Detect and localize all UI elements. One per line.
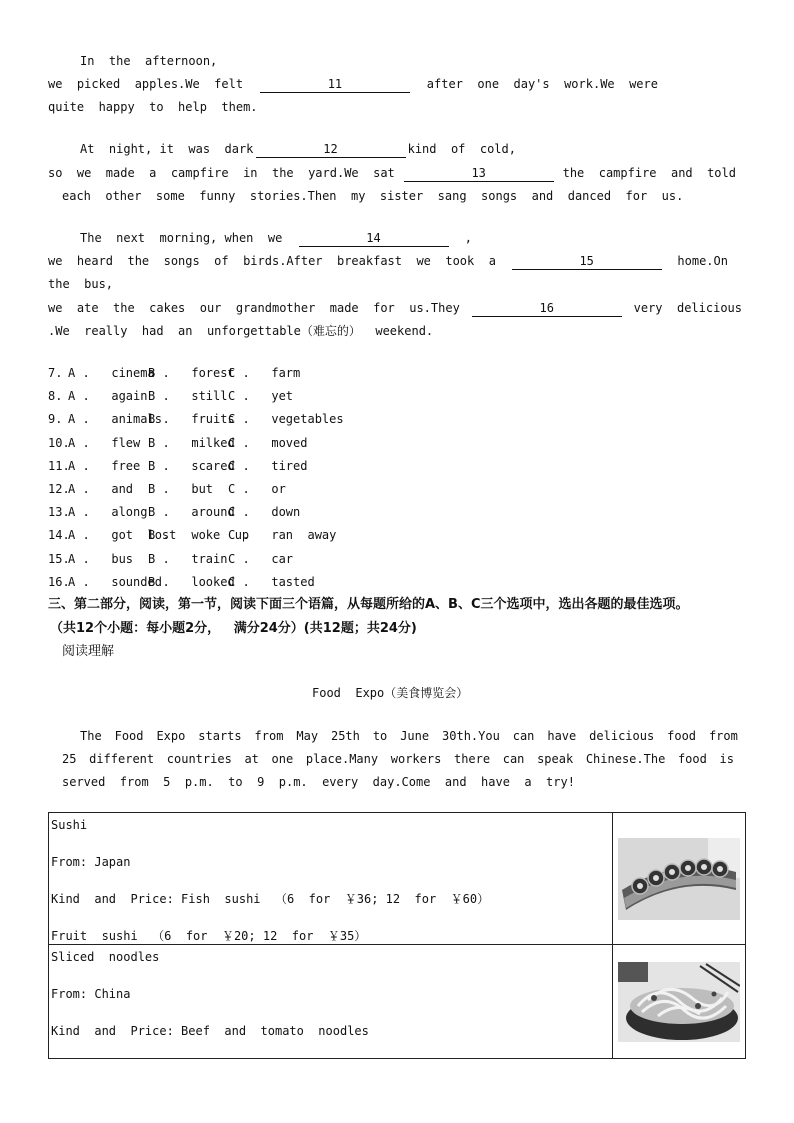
passage-text: .We really had an unforgettable [48, 324, 301, 338]
option-number: 10. [48, 435, 70, 450]
option-choice: B . still [148, 389, 228, 404]
food-info-cell [49, 813, 613, 945]
passage-text: we picked apples.We felt [48, 77, 244, 91]
blank-15: 15 [512, 253, 662, 270]
option-choice: B . woke up [148, 528, 250, 543]
food-price: Kind and Price: Beef and tomato noodles [51, 1024, 369, 1038]
option-choice: A . bus [68, 551, 134, 566]
option-choice: C . vegetables [228, 412, 344, 427]
chinese-gloss: （难忘的） [300, 324, 361, 338]
passage-text: we heard the songs of birds.After breakfast we took a [48, 254, 496, 268]
passage-line [48, 300, 742, 317]
option-choice: C . moved [228, 435, 308, 450]
option-number: 8. [48, 389, 63, 404]
food-table [48, 812, 746, 1059]
option-choice: A . again [68, 389, 148, 404]
passage-text: so we made a campfire in the yard.We sat [48, 166, 395, 180]
expo-word: workers [390, 752, 442, 766]
option-choice: B . train [148, 551, 228, 566]
option-choice: B . forest [148, 366, 235, 380]
expo-word: Food [114, 729, 144, 743]
passage-line [80, 141, 516, 158]
passage-line [48, 323, 433, 339]
blank-16: 16 [472, 300, 622, 317]
option-choice: C . tasted [228, 574, 315, 589]
option-choice: A . animals [68, 412, 162, 427]
blank-12: 12 [256, 141, 406, 158]
food-price: Fruit sushi （6 for ￥20; 12 for ￥35） [51, 929, 367, 943]
expo-word: from [708, 729, 738, 743]
food-info-cell [49, 945, 613, 1059]
passage-line [48, 76, 658, 93]
option-number: 9. [48, 412, 63, 427]
option-number: 15. [48, 551, 70, 566]
expo-word: food [677, 752, 707, 766]
passage-text: home.On [677, 254, 728, 268]
expo-word: May [296, 729, 319, 743]
section-subheading: 阅读理解 [62, 644, 115, 659]
expo-word: The [80, 729, 102, 743]
expo-word: one [271, 752, 294, 766]
passage-line [48, 165, 736, 182]
option-number: 14. [48, 528, 70, 543]
expo-word: there [453, 752, 491, 766]
sushi-photo-icon [613, 813, 746, 945]
expo-word: place.Many [305, 752, 379, 766]
option-choice: B . but [148, 482, 214, 496]
passage-line: each other some funny stories.Then my sister sang songs and danced for us. [62, 189, 684, 203]
expo-word: have [547, 729, 577, 743]
food-origin: From: Japan [51, 855, 131, 869]
expo-word: to [372, 729, 388, 743]
expo-word: at [244, 752, 259, 766]
blank-14: 14 [299, 230, 449, 247]
passage-text: the campfire and told [562, 166, 736, 180]
expo-word: different [89, 752, 155, 766]
option-choice: B . looked [148, 574, 235, 589]
expo-word: June [400, 729, 430, 743]
section-points: （共12个小题：每小题2分， 满分24分）(共12题；共24分) [50, 621, 417, 636]
expo-word: Expo [156, 729, 186, 743]
option-choice: C . car [228, 551, 294, 566]
passage-text: we ate the cakes our grandmother made for us.They [48, 301, 460, 315]
option-number: 11. [48, 458, 70, 473]
expo-word: is [719, 752, 734, 766]
option-number: 7. [48, 366, 63, 380]
food-name: Sliced noodles [51, 950, 160, 964]
passage-line [80, 230, 472, 247]
option-choice: A . along [68, 505, 148, 520]
option-choice: C . ran away [228, 528, 337, 543]
expo-word: can [502, 752, 525, 766]
passage-line: In the afternoon, [80, 54, 218, 68]
expo-word: countries [166, 752, 232, 766]
expo-title-cn: （美食博览会） [384, 686, 469, 700]
section-heading: 三、第二部分，阅读，第一节，阅读下面三个语篇，从每题所给的A、B、C三个选项中，选出各题的最佳选项。 [48, 597, 689, 612]
table-row [49, 813, 746, 945]
expo-line: served from 5 p.m. to 9 p.m. every day.Come and have a try! [62, 775, 575, 789]
expo-line [80, 728, 738, 744]
option-number: 13. [48, 505, 70, 520]
expo-word: Chinese.The [585, 752, 666, 766]
option-choice: C . tired [228, 458, 308, 473]
expo-word: 25 [62, 752, 77, 766]
expo-line [62, 751, 734, 767]
expo-word: starts [198, 729, 242, 743]
passage-text: after one day's work.We were [426, 77, 658, 91]
option-choice: A . got lost [68, 528, 177, 543]
option-choice: C . or [228, 482, 286, 496]
expo-title-en: Food Expo [312, 686, 385, 700]
passage-text: At night, it was dark [80, 142, 254, 156]
passage-text: kind of cold, [407, 142, 516, 156]
option-number: 16. [48, 574, 70, 589]
passage-line: the bus, [48, 277, 114, 291]
expo-word: 25th [330, 729, 360, 743]
table-row [49, 945, 746, 1059]
option-choice: A . cinema [68, 366, 155, 380]
food-name: Sushi [51, 818, 88, 832]
expo-word: 30th.You [442, 729, 500, 743]
noodles-photo-icon [613, 945, 746, 1059]
blank-13: 13 [404, 165, 554, 182]
option-choice: B . fruits [148, 412, 235, 427]
expo-word: food [667, 729, 697, 743]
option-choice: A . flew [68, 435, 141, 450]
passage-text: The next morning, when we [80, 231, 283, 245]
expo-title [312, 685, 468, 701]
passage-text: , [464, 231, 472, 245]
option-choice: A . sounded [68, 574, 162, 589]
expo-word: delicious [589, 729, 655, 743]
blank-11: 11 [260, 76, 410, 93]
passage-line: quite happy to help them. [48, 100, 258, 114]
option-choice: B . scared [148, 458, 235, 473]
option-choice: C . farm [228, 366, 301, 380]
option-choice: B . milked [148, 435, 235, 450]
food-origin: From: China [51, 987, 131, 1001]
food-price: Kind and Price: Fish sushi （6 for ￥36; 12 for ￥60） [51, 892, 490, 906]
passage-text: weekend. [375, 324, 434, 338]
option-choice: A . free [68, 458, 141, 473]
expo-word: from [254, 729, 284, 743]
option-choice: C . yet [228, 389, 294, 404]
option-choice: B . around [148, 505, 235, 520]
passage-line [48, 253, 728, 270]
expo-word: can [512, 729, 535, 743]
option-number: 12. [48, 482, 70, 496]
expo-word: speak [537, 752, 574, 766]
option-choice: A . and [68, 482, 134, 496]
passage-text: very delicious [633, 301, 742, 315]
option-choice: C . down [228, 505, 301, 520]
